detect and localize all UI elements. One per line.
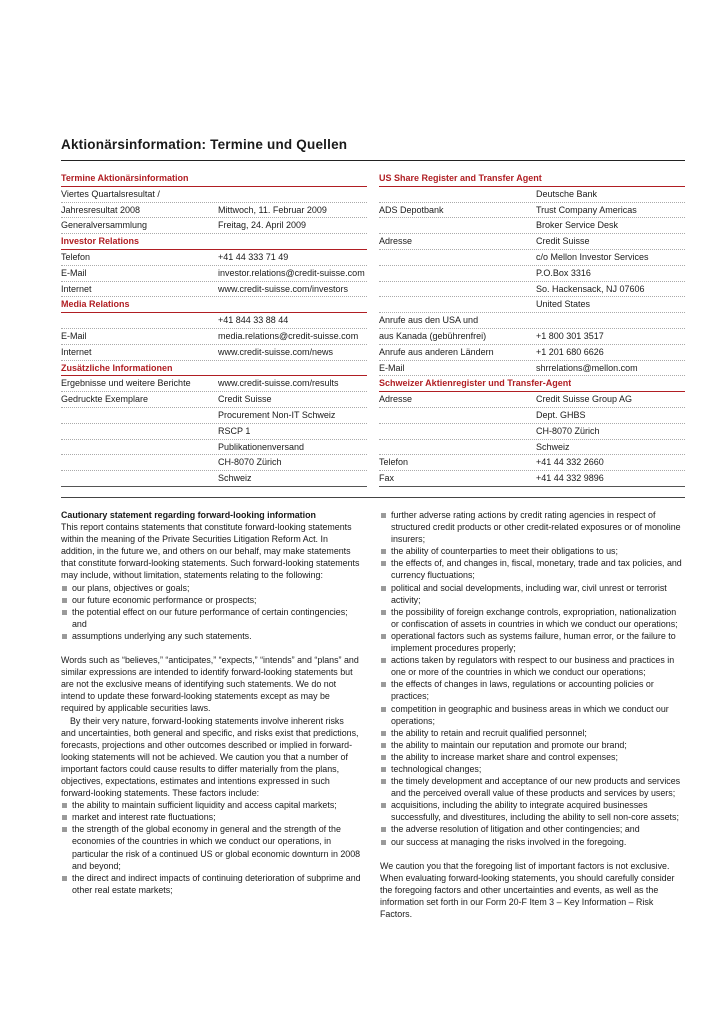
- list-item: market and interest rate fluctuations;: [61, 811, 361, 823]
- table-row: [379, 282, 685, 298]
- table-row: [379, 471, 685, 487]
- row-label: Generalversammlung: [61, 220, 148, 231]
- row-value: Credit Suisse Group AG: [536, 394, 633, 405]
- table-row: [379, 297, 685, 313]
- row-label: E-Mail: [379, 362, 405, 373]
- table-row: [379, 313, 685, 329]
- row-value: Publikationenversand: [218, 441, 305, 452]
- list-item: the possibility of foreign exchange controls, expropriation, nationalization or confiscation of assets in countries in which we conduct our operations;: [380, 606, 685, 630]
- table-row: [61, 282, 367, 298]
- cautionary-risks-paragraph: By their very nature, forward-looking statements involve inherent risks and uncertainties, both general and specific, and risks exist that predictions, forecasts, projections and other outcomes described or implied in forward-looking statements will not be achieved. We caution you that a number of important factors could cause results to differ materially from the plans, objectives, expectations, estimates and intentions expressed in such forward-looking statements. These factors include:: [61, 715, 359, 799]
- table-row: [61, 424, 367, 440]
- table-row: [379, 329, 685, 345]
- table-row: [379, 361, 685, 377]
- table-row: [61, 250, 367, 266]
- row-label: Telefon: [61, 251, 91, 262]
- row-label: Gedruckte Exemplare: [61, 394, 149, 405]
- table-row: [61, 266, 367, 282]
- cautionary-statement-left: [61, 509, 361, 896]
- table-row: [61, 471, 367, 487]
- section-heading-row: [379, 171, 685, 187]
- table-row: [61, 345, 367, 361]
- row-label: E-Mail: [61, 267, 87, 278]
- row-value: Deutsche Bank: [536, 188, 598, 199]
- list-item: the strength of the global economy in general and the strength of the economies of the countries in which we conduct our operations, in particular the risk of a continued US or global economic downturn in 2008 and beyond;: [61, 823, 361, 871]
- list-item: the ability to maintain our reputation and promote our brand;: [380, 739, 685, 751]
- row-label: Jahresresultat 2008: [61, 204, 141, 215]
- table-row: [379, 424, 685, 440]
- section-heading-row: [61, 361, 367, 377]
- list-item: political and social developments, including war, civil unrest or terrorist activity;: [380, 582, 685, 606]
- cautionary-statement-right: [380, 509, 685, 920]
- row-value: Trust Company Americas: [536, 204, 637, 215]
- row-value: Credit Suisse: [218, 394, 272, 405]
- section-heading: Investor Relations: [61, 236, 140, 247]
- row-value: +41 844 33 88 44: [218, 315, 289, 326]
- list-item: assumptions underlying any such statements.: [61, 630, 361, 642]
- row-value: P.O.Box 3316: [536, 267, 591, 278]
- table-row: [379, 345, 685, 361]
- table-row: [61, 187, 367, 203]
- table-row: [379, 408, 685, 424]
- list-item: the ability to retain and recruit qualified personnel;: [380, 727, 685, 739]
- row-value: +1 201 680 6626: [536, 346, 604, 357]
- cautionary-closing: We caution you that the foregoing list of important factors is not exclusive. When evaluating forward-looking statements, you should carefully consider the foregoing factors and other uncertainties and events, as well as the information set forth in our Form 20-F Item 3 – Key Information – Risk Factors.: [380, 860, 675, 919]
- row-value: So. Hackensack, NJ 07606: [536, 283, 645, 294]
- list-item: the ability to increase market share and control expenses;: [380, 751, 685, 763]
- table-row: [379, 234, 685, 250]
- list-item: acquisitions, including the ability to integrate acquired businesses successfully, and divestitures, including the ability to sell non-core assets;: [380, 799, 685, 823]
- section-heading-row: [61, 171, 367, 187]
- row-value: +41 44 332 9896: [536, 473, 604, 484]
- list-item: the adverse resolution of litigation and other contingencies; and: [380, 823, 685, 835]
- row-label: Viertes Quartalsresultat /: [61, 188, 160, 199]
- section-heading-row: [61, 297, 367, 313]
- list-item: further adverse rating actions by credit rating agencies in respect of structured credit products or other credit-related exposures or of monoline insurers;: [380, 509, 685, 545]
- table-row: [379, 455, 685, 471]
- table-row: [379, 266, 685, 282]
- row-label: Ergebnisse und weitere Berichte: [61, 378, 191, 389]
- section-heading: US Share Register and Transfer Agent: [379, 173, 542, 183]
- page-title: Aktionärsinformation: Termine und Quellen: [61, 137, 348, 152]
- row-label: Adresse: [379, 394, 413, 405]
- section-heading-row: [379, 376, 685, 392]
- cautionary-heading: Cautionary statement regarding forward-looking information: [61, 510, 316, 520]
- section-heading: Zusätzliche Informationen: [61, 362, 173, 373]
- list-item: the timely development and acceptance of our new products and services and the perceived overall value of these products and services by users;: [380, 775, 685, 799]
- row-value: +1 800 301 3517: [536, 330, 604, 341]
- table-row: [379, 440, 685, 456]
- table-row: [61, 455, 367, 471]
- table-row: [379, 250, 685, 266]
- section-heading-row: [61, 234, 367, 250]
- list-item: the potential effect on our future performance of certain contingencies; and: [61, 606, 361, 630]
- table-row: [61, 313, 367, 329]
- row-label: Internet: [61, 346, 92, 357]
- list-item: our success at managing the risks involved in the foregoing.: [380, 836, 685, 848]
- row-value: c/o Mellon Investor Services: [536, 251, 649, 262]
- table-row: [61, 376, 367, 392]
- list-item: the effects of, and changes in, fiscal, monetary, trade and tax policies, and currency fluctuations;: [380, 557, 685, 581]
- shareholder-info-table: [61, 171, 367, 487]
- row-value: RSCP 1: [218, 425, 251, 436]
- statement-topics-list: [61, 582, 361, 642]
- list-item: the effects of changes in laws, regulations or accounting policies or practices;: [380, 678, 685, 702]
- row-label: aus Kanada (gebührenfrei): [379, 330, 487, 341]
- row-label: Internet: [61, 283, 92, 294]
- row-value: Schweiz: [536, 441, 570, 452]
- list-item: our future economic performance or prospects;: [61, 594, 361, 606]
- list-item: our plans, objectives or goals;: [61, 582, 361, 594]
- row-value: shrrelations@mellon.com: [536, 362, 638, 373]
- list-item: actions taken by regulators with respect to our business and practices in one or more of the countries in which we conduct our operations;: [380, 654, 685, 678]
- section-heading: Schweizer Aktienregister und Transfer-Agent: [379, 378, 572, 389]
- table-row: [379, 392, 685, 408]
- table-row: [61, 392, 367, 408]
- row-label: E-Mail: [61, 330, 87, 341]
- row-value: +41 44 332 2660: [536, 457, 604, 468]
- table-row: [379, 218, 685, 234]
- table-row: [61, 408, 367, 424]
- list-item: the direct and indirect impacts of continuing deterioration of subprime and other real estate markets;: [61, 872, 361, 896]
- row-value: +41 44 333 71 49: [218, 251, 289, 262]
- row-value: Mittwoch, 11. Februar 2009: [218, 204, 327, 215]
- list-item: the ability to maintain sufficient liquidity and access capital markets;: [61, 799, 361, 811]
- row-value: Schweiz: [218, 473, 252, 484]
- row-value: www.credit-suisse.com/news: [218, 346, 334, 357]
- table-row: [61, 203, 367, 219]
- list-item: the ability of counterparties to meet their obligations to us;: [380, 545, 685, 557]
- row-label: Telefon: [379, 457, 409, 468]
- list-item: competition in geographic and business areas in which we conduct our operations;: [380, 703, 685, 727]
- row-label: Fax: [379, 473, 395, 484]
- row-label: Anrufe aus den USA und: [379, 315, 479, 326]
- row-value: United States: [536, 299, 591, 310]
- row-value: CH-8070 Zürich: [536, 425, 600, 436]
- cautionary-words-paragraph: Words such as “believes,” “anticipates,” “expects,” “intends” and “plans” and similar expressions are intended to identify forward-looking statements but are not the exclusive means of identifying such statements. We do not intend to update these forward-looking statements except as may be required by applicable securities laws.: [61, 655, 359, 714]
- row-value: Procurement Non-IT Schweiz: [218, 409, 336, 420]
- table-row: [61, 440, 367, 456]
- row-value: Broker Service Desk: [536, 220, 619, 231]
- section-rule: [61, 497, 685, 498]
- table-row: [61, 329, 367, 345]
- row-value: media.relations@credit-suisse.com: [218, 330, 359, 341]
- cautionary-intro: This report contains statements that constitute forward-looking statements within the meaning of the Private Securities Litigation Reform Act. In addition, in the future we, and others on our behalf, may make statements that constitute forward-looking statements. Such forward-looking statements may include, without limitation, statements relating to the following:: [61, 522, 360, 581]
- list-item: operational factors such as systems failure, human error, or the failure to implement procedures properly;: [380, 630, 685, 654]
- row-value: Freitag, 24. April 2009: [218, 220, 307, 231]
- row-value: investor.relations@credit-suisse.com: [218, 267, 365, 278]
- list-item: technological changes;: [380, 763, 685, 775]
- row-label: Anrufe aus anderen Ländern: [379, 346, 494, 357]
- section-heading: Media Relations: [61, 299, 130, 310]
- section-heading: Termine Aktionärsinformation: [61, 173, 189, 183]
- row-value: CH-8070 Zürich: [218, 457, 282, 468]
- row-value: Credit Suisse: [536, 236, 590, 247]
- row-label: Adresse: [379, 236, 413, 247]
- row-value: www.credit-suisse.com/results: [218, 378, 339, 389]
- title-rule: [61, 160, 685, 161]
- risk-factors-list-right: [380, 509, 685, 848]
- row-label: ADS Depotbank: [379, 204, 444, 215]
- row-value: www.credit-suisse.com/investors: [218, 283, 349, 294]
- table-row: [379, 203, 685, 219]
- table-row: [61, 218, 367, 234]
- risk-factors-list-left: [61, 799, 361, 896]
- table-row: [379, 187, 685, 203]
- share-register-table: [379, 171, 685, 487]
- row-value: Dept. GHBS: [536, 409, 586, 420]
